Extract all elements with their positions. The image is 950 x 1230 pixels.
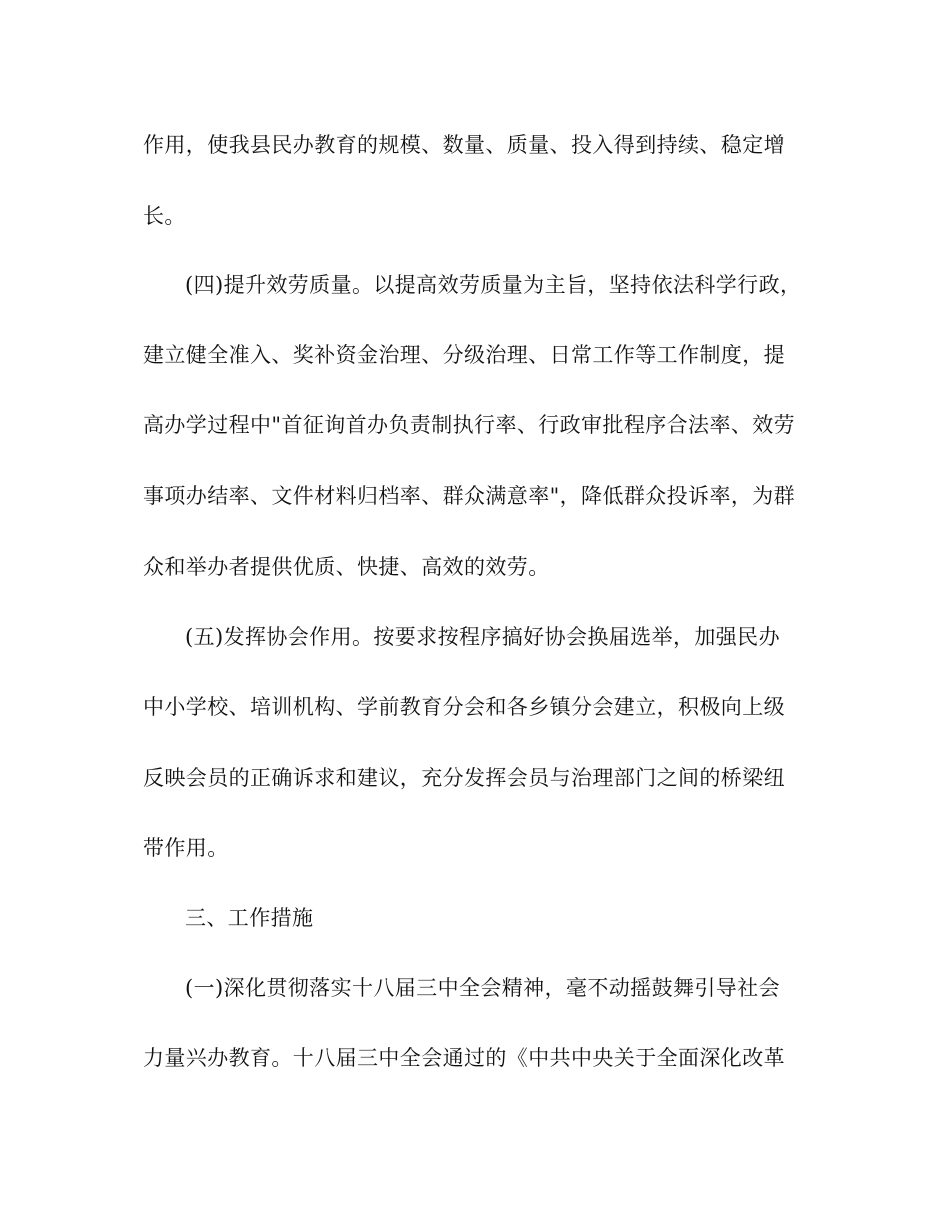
paragraph-line: 反映会员的正确诉求和建议，充分发挥会员与治理部门之间的桥梁纽 [143, 766, 785, 790]
paragraph-line: 力量兴办教育。十八届三中全会通过的《中共中央关于全面深化改革 [143, 1046, 785, 1070]
paragraph-line: 建立健全准入、奖补资金治理、分级治理、日常工作等工作制度，提 [143, 343, 785, 367]
paragraph-line: 长。 [143, 204, 186, 228]
paragraph-line: (五)发挥协会作用。按要求按程序搞好协会换届选举，加强民办 [185, 625, 780, 649]
paragraph-line: 中小学校、培训机构、学前教育分会和各乡镇分会建立，积极向上级 [143, 695, 785, 719]
paragraph-line: 事项办结率、文件材料归档率、群众满意率"，降低群众投诉率，为群 [143, 484, 796, 508]
paragraph-line: (四)提升效劳质量。以提高效劳质量为主旨，坚持依法科学行政， [185, 273, 802, 297]
paragraph-line: (一)深化贯彻落实十八届三中全会精神，毫不动摇鼓舞引导社会 [185, 976, 780, 1000]
paragraph-line: 带作用。 [143, 836, 229, 860]
paragraph-line: 高办学过程中"首征询首办负责制执行率、行政审批程序合法率、效劳 [143, 413, 796, 437]
paragraph-line: 众和举办者提供优质、快捷、高效的效劳。 [143, 555, 550, 579]
section-heading: 三、工作措施 [185, 906, 314, 930]
paragraph-line: 作用，使我县民办教育的规模、数量、质量、投入得到持续、稳定增 [143, 133, 785, 157]
